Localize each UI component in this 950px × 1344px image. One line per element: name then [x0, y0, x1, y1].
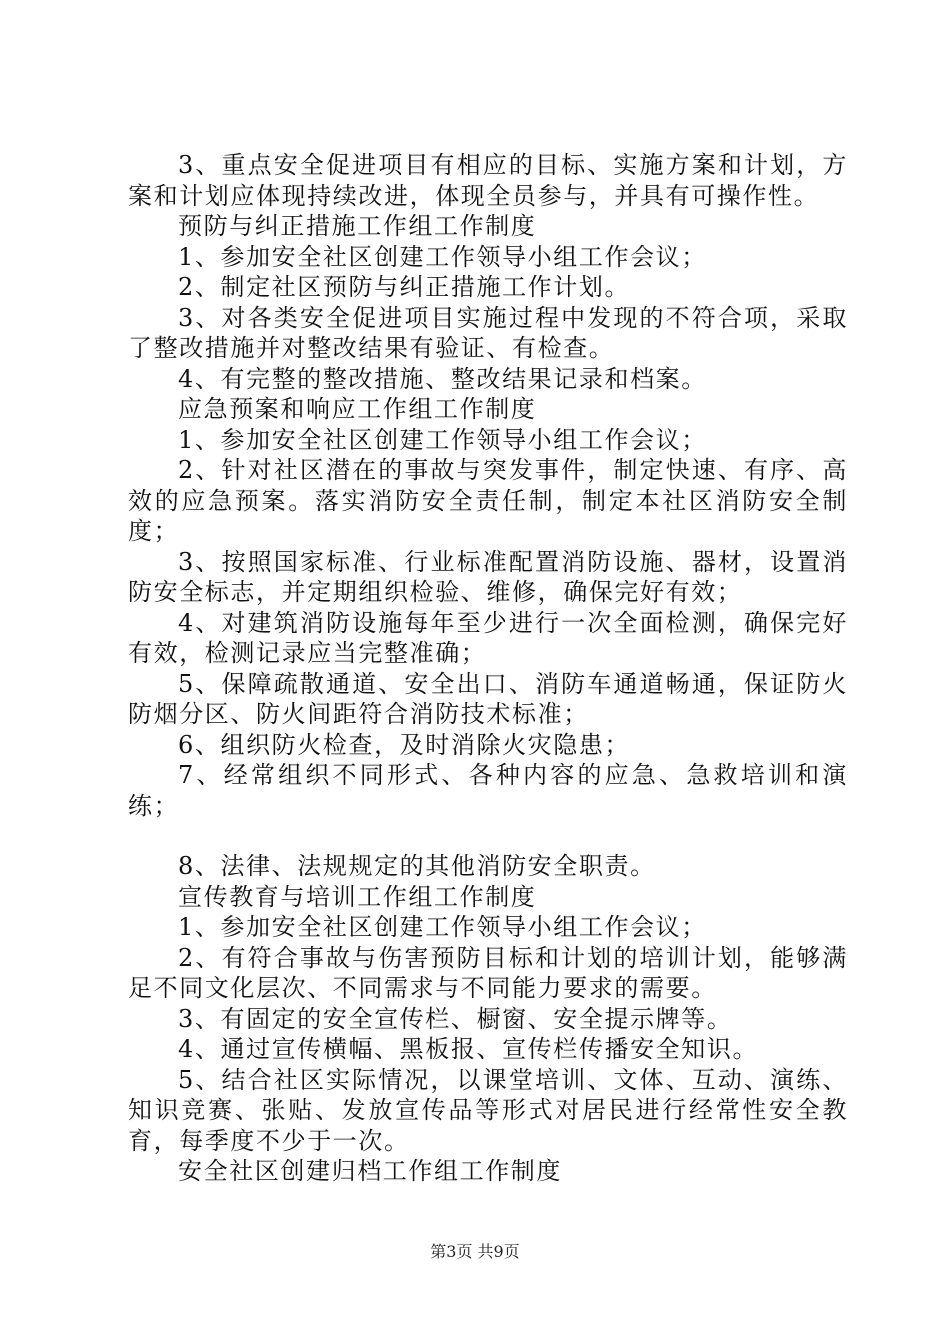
- paragraph-item: 2、针对社区潜在的事故与突发事件，制定快速、有序、高效的应急预案。落实消防安全责任制，制定本社区消防安全制度；: [128, 456, 848, 545]
- paragraph-item: 2、有符合事故与伤害预防目标和计划的培训计划，能够满足不同文化层次、不同需求与不同能力要求的需要。: [128, 943, 848, 1002]
- paragraph-item: 5、保障疏散通道、安全出口、消防车通道畅通，保证防火防烟分区、防火间距符合消防技术标准；: [128, 669, 848, 728]
- paragraph-item: 1、参加安全社区创建工作领导小组工作会议；: [178, 242, 707, 271]
- document-body: [128, 150, 848, 1187]
- paragraph-item: 2、制定社区预防与纠正措施工作计划。: [178, 273, 631, 301]
- paragraph-item: 1、参加安全社区创建工作领导小组工作会议；: [178, 425, 707, 454]
- paragraph-item: 3、对各类安全促进项目实施过程中发现的不符合项，采取了整改措施并对整改结果有验证、有检查。: [128, 303, 848, 362]
- section-heading-education-training: 宣传教育与培训工作组工作制度: [178, 882, 537, 911]
- paragraph-item: 1、参加安全社区创建工作领导小组工作会议；: [178, 913, 707, 941]
- paragraph-item: 6、组织防火检查，及时消除火灾隐患；: [178, 730, 631, 759]
- paragraph-item: 7、经常组织不同形式、各种内容的应急、急救培训和演练；: [128, 761, 848, 820]
- paragraph-item: 8、法律、法规规定的其他消防安全职责。: [178, 852, 656, 880]
- paragraph-item: 5、结合社区实际情况，以课堂培训、文体、互动、演练、知识竞赛、张贴、发放宣传品等形式对居民进行经常性安全教育，每季度不少于一次。: [128, 1065, 848, 1155]
- page-number-footer: 第3页 共9页: [430, 1242, 520, 1261]
- section-heading-prevention-correction: 预防与纠正措施工作组工作制度: [178, 212, 537, 240]
- paragraph-item: 4、通过宣传横幅、黑板报、宣传栏传播安全知识。: [178, 1035, 759, 1063]
- section-heading-archiving: 安全社区创建归档工作组工作制度: [178, 1157, 562, 1185]
- paragraph-item: 4、对建筑消防设施每年至少进行一次全面检测，确保完好有效，检测记录应当完整准确；: [128, 608, 848, 667]
- paragraph-item: 3、有固定的安全宣传栏、橱窗、安全提示牌等。: [178, 1004, 733, 1033]
- paragraph-item: 3、按照国家标准、行业标准配置消防设施、器材，设置消防安全标志，并定期组织检验、维修，确保完好有效；: [128, 547, 848, 606]
- paragraph-project-plan: 3、重点安全促进项目有相应的目标、实施方案和计划，方案和计划应体现持续改进，体现全员参与，并具有可操作性。: [128, 151, 848, 210]
- section-heading-emergency-response: 应急预案和响应工作组工作制度: [178, 395, 537, 423]
- paragraph-item: 4、有完整的整改措施、整改结果记录和档案。: [178, 364, 707, 393]
